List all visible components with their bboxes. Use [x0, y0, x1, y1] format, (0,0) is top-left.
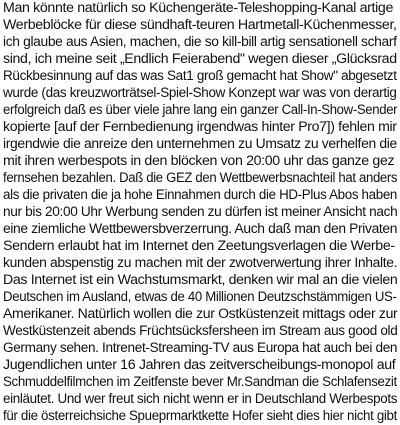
text-line: Westküstenzeit abends Früchtsücksfersheen im Stream aus good old	[3, 323, 398, 339]
text-line: eine ziemliche Wettbewersbverzerrung. Auch daß man den Privaten	[3, 221, 398, 237]
text-line: erfolgreich daß es über viele jahre lang ein ganzer Call-In-Show-Sender	[3, 102, 398, 118]
text-line: Rückbesinnung auf das was Sat1 groß gemacht hat Show" abgesetzt	[3, 68, 397, 84]
text-line: mit ihren werbespots in den blöcken von 20:00 uhr das ganze gez	[3, 153, 395, 169]
text-line: Amerikaner. Natürlich wollen die zur Ostküstenzeit mittags oder zur	[3, 306, 398, 322]
text-line: Schmuddelfilmchen im Zeitfenste bever Mr.Sandman die Schlafensezit	[3, 374, 397, 390]
text-line: Germany sehen. Intrenet-Streaming-TV aus Europa hat auch bei den	[3, 340, 398, 356]
text-line: für die österreichsiche Spueprmarktkette Hofer sieht dies hier nicht gibt	[3, 408, 398, 424]
document-body	[3, 0, 399, 425]
text-line: Man könnte natürlich so Küchengeräte-Teleshopping-Kanal artige	[3, 0, 393, 16]
text-line: nur bis 20:00 Uhr Werbung senden zu dürfen ist meiner Ansicht nach	[3, 204, 398, 220]
text-line: Jugendlichen unter 16 Jahren das zeitverscheibungs-monopol auf	[3, 357, 396, 373]
text-line: fernsehen bezahlen. Daß die GEZ den Wettbewerbsnachteil hat anders	[3, 170, 398, 186]
text-line: einläutet. Und wer freut sich nicht wenn er in Deutschland Werbespots	[3, 391, 398, 407]
text-line: Das Internet ist ein Wachstumsmarkt, denken wir mal an die vielen	[3, 272, 398, 288]
text-line: wurde (das kreuzworträtsel-Spiel-Show Konzept war was von derartig	[3, 85, 397, 101]
text-line: kunden abspenstig zu machen mit der zwotverwertung ihrer Inhalte.	[3, 255, 398, 271]
text-line: irgendwie die anreize den unternehmen zu Umsatz zu verhelfen die	[3, 136, 397, 152]
text-line: Deutschen im Ausland, etwas de 40 Millionen Deutzschstämmigen US-	[3, 289, 397, 305]
text-line: sind, ich meine seit „Endlich Feierabend" wegen dieser „Glücksrad	[3, 51, 397, 67]
text-line: Sendern erlaubt hat im Internet den Zeetungsverlagen die Werbe-	[3, 238, 395, 254]
text-line: kopierte [auf der Fernbedienung irgendwas hinter Pro7]) fehlen mir	[3, 119, 397, 135]
text-line: als die privaten die ja hohe Einnahmen durch die HD-Plus Abos haben	[3, 187, 398, 203]
text-line: ich glaube aus Asien, machen, die so kill-bill artig sensationell scharf	[3, 34, 397, 50]
text-line: Werbeblöcke für diese sündhaft-teuren Hartmetall-Küchenmesser,	[3, 17, 397, 33]
